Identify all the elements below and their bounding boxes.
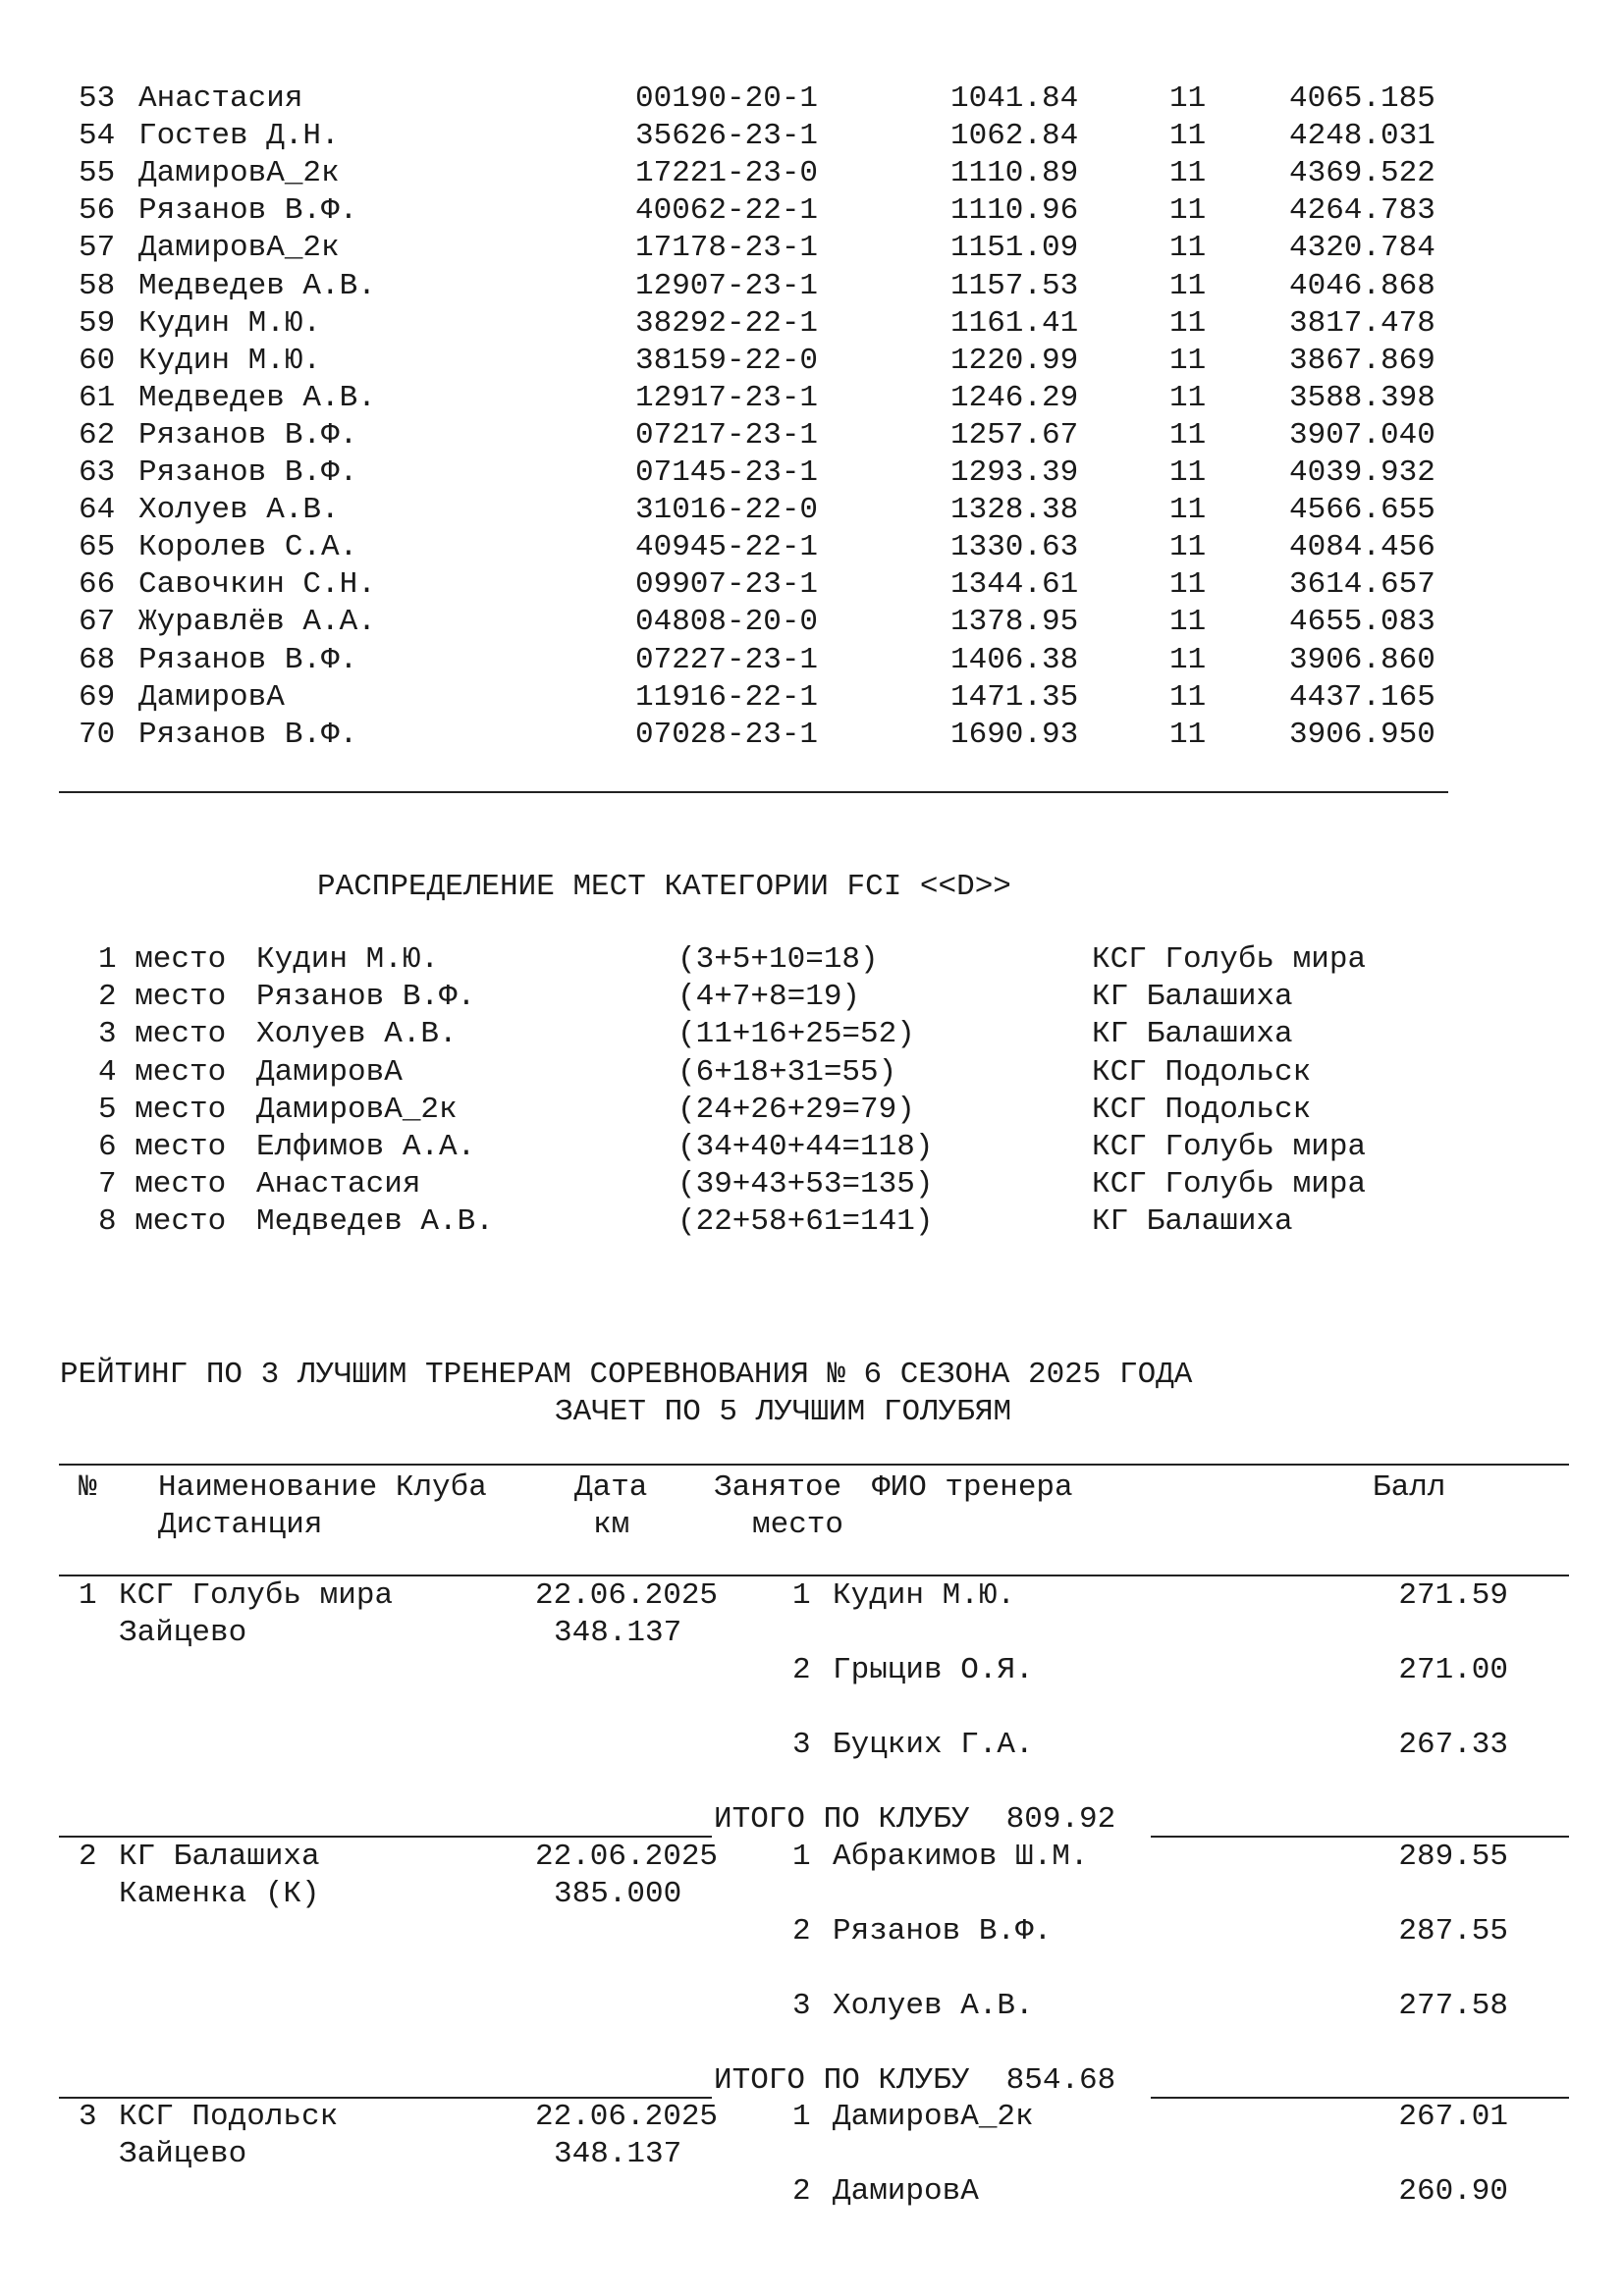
- trainer-score: 260.90: [1398, 2174, 1508, 2209]
- row-ring: 38159-22-0: [635, 343, 819, 378]
- row-speed: 3867.869: [1289, 343, 1435, 378]
- row-name: Анастасия: [138, 81, 303, 116]
- club-number: 2: [79, 1840, 97, 1874]
- trainer-name: Кудин М.Ю.: [833, 1578, 1016, 1613]
- trainer-name: Буцких Г.А.: [833, 1728, 1034, 1762]
- row-name: Кудин М.Ю.: [138, 343, 322, 378]
- row-number: 57: [79, 231, 116, 266]
- row-ring: 40062-22-1: [635, 193, 819, 229]
- row-number: 53: [79, 81, 116, 116]
- row-time: 1041.84: [950, 81, 1079, 116]
- row-number: 64: [79, 493, 116, 528]
- row-time: 1690.93: [950, 717, 1079, 752]
- row-number: 63: [79, 455, 116, 490]
- club-km: 385.000: [554, 1877, 682, 1911]
- trainer-name: ДамировА: [833, 2174, 979, 2209]
- row-speed: 3614.657: [1289, 567, 1435, 603]
- row-number: 65: [79, 530, 116, 565]
- row-number: 58: [79, 268, 116, 303]
- row-time: 1246.29: [950, 380, 1079, 415]
- row-birds: 11: [1169, 717, 1207, 752]
- row-number: 59: [79, 305, 116, 341]
- club-location: Зайцево: [119, 1616, 247, 1650]
- club-date: 22.06.2025: [535, 1840, 719, 1874]
- row-number: 66: [79, 567, 116, 603]
- row-number: 70: [79, 717, 116, 752]
- row-ring: 40945-22-1: [635, 530, 819, 565]
- row-time: 1110.96: [950, 193, 1079, 229]
- row-name: ДамировА_2к: [138, 156, 340, 191]
- header-km: км: [593, 1508, 630, 1542]
- row-name: Рязанов В.Ф.: [138, 193, 358, 229]
- row-birds: 11: [1169, 605, 1207, 640]
- row-ring: 17178-23-1: [635, 231, 819, 266]
- row-ring: 07227-23-1: [635, 642, 819, 677]
- row-speed: 4248.031: [1289, 119, 1435, 154]
- fci-place-calc: (4+7+8=19): [677, 980, 861, 1015]
- row-name: Медведев А.В.: [138, 268, 376, 303]
- trainer-score: 289.55: [1398, 1840, 1508, 1874]
- fci-place-number: 2 место: [98, 980, 227, 1015]
- trainer-place: 1: [792, 1578, 811, 1613]
- row-ring: 07028-23-1: [635, 717, 819, 752]
- header-distance: Дистанция: [158, 1508, 323, 1542]
- header-score: Балл: [1373, 1470, 1446, 1505]
- row-speed: 3817.478: [1289, 305, 1435, 341]
- row-name: Журавлёв А.А.: [138, 605, 376, 640]
- club-location: Зайцево: [119, 2137, 247, 2171]
- club-name: КГ Балашиха: [119, 1840, 320, 1874]
- trainer-score: 277.58: [1398, 1989, 1508, 2023]
- trainer-place: 2: [792, 1914, 811, 1949]
- row-speed: 3588.398: [1289, 380, 1435, 415]
- fci-place-club: КСГ Голубь мира: [1092, 1167, 1367, 1202]
- row-name: Рязанов В.Ф.: [138, 417, 358, 453]
- row-ring: 07217-23-1: [635, 417, 819, 453]
- row-birds: 11: [1169, 119, 1207, 154]
- row-speed: 4264.783: [1289, 193, 1435, 229]
- fci-place-name: Кудин М.Ю.: [256, 942, 440, 977]
- header-place: Занятое: [714, 1470, 842, 1505]
- trainer-score: 287.55: [1398, 1914, 1508, 1949]
- row-number: 68: [79, 642, 116, 677]
- row-speed: 3907.040: [1289, 417, 1435, 453]
- trainer-place: 2: [792, 2174, 811, 2209]
- row-birds: 11: [1169, 417, 1207, 453]
- row-ring: 17221-23-0: [635, 156, 819, 191]
- row-number: 56: [79, 193, 116, 229]
- fci-place-calc: (3+5+10=18): [677, 942, 879, 977]
- row-speed: 3906.950: [1289, 717, 1435, 752]
- row-time: 1406.38: [950, 642, 1079, 677]
- club-total: ИТОГО ПО КЛУБУ 809.92: [714, 1802, 1116, 1837]
- row-ring: 12907-23-1: [635, 268, 819, 303]
- row-number: 69: [79, 679, 116, 715]
- club-date: 22.06.2025: [535, 2100, 719, 2134]
- row-birds: 11: [1169, 567, 1207, 603]
- fci-place-number: 3 место: [98, 1017, 227, 1052]
- row-ring: 11916-22-1: [635, 679, 819, 715]
- row-birds: 11: [1169, 455, 1207, 490]
- row-ring: 07145-23-1: [635, 455, 819, 490]
- trainer-place: 3: [792, 1989, 811, 2023]
- fci-place-calc: (6+18+31=55): [677, 1054, 897, 1090]
- row-birds: 11: [1169, 305, 1207, 341]
- row-birds: 11: [1169, 268, 1207, 303]
- row-birds: 11: [1169, 81, 1207, 116]
- row-number: 61: [79, 380, 116, 415]
- row-name: Савочкин С.Н.: [138, 567, 376, 603]
- row-ring: 35626-23-1: [635, 119, 819, 154]
- club-name: КСГ Подольск: [119, 2100, 339, 2134]
- row-speed: 4655.083: [1289, 605, 1435, 640]
- header-place-2: место: [752, 1508, 844, 1542]
- row-time: 1220.99: [950, 343, 1079, 378]
- fci-place-calc: (11+16+25=52): [677, 1017, 915, 1052]
- header-club: Наименование Клуба: [158, 1470, 487, 1505]
- row-number: 55: [79, 156, 116, 191]
- trainer-score: 271.59: [1398, 1578, 1508, 1613]
- total-rule-left: [59, 2097, 712, 2099]
- row-birds: 11: [1169, 156, 1207, 191]
- trainer-name: Рязанов В.Ф.: [833, 1914, 1053, 1949]
- row-number: 67: [79, 605, 116, 640]
- row-name: Гостев Д.Н.: [138, 119, 340, 154]
- trainer-name: Абракимов Ш.М.: [833, 1840, 1089, 1874]
- row-birds: 11: [1169, 493, 1207, 528]
- row-speed: 3906.860: [1289, 642, 1435, 677]
- trainer-name: Грыцив О.Я.: [833, 1653, 1034, 1687]
- fci-place-name: Анастасия: [256, 1167, 421, 1202]
- row-time: 1344.61: [950, 567, 1079, 603]
- row-time: 1151.09: [950, 231, 1079, 266]
- club-date: 22.06.2025: [535, 1578, 719, 1613]
- row-ring: 00190-20-1: [635, 81, 819, 116]
- row-speed: 4084.456: [1289, 530, 1435, 565]
- row-time: 1110.89: [950, 156, 1079, 191]
- row-name: Королев С.А.: [138, 530, 358, 565]
- row-ring: 04808-20-0: [635, 605, 819, 640]
- header-top-rule: [59, 1464, 1569, 1466]
- row-time: 1257.67: [950, 417, 1079, 453]
- fci-place-club: КГ Балашиха: [1092, 980, 1293, 1015]
- club-number: 3: [79, 2100, 97, 2134]
- fci-place-name: ДамировА: [256, 1054, 403, 1090]
- row-time: 1330.63: [950, 530, 1079, 565]
- total-rule-left: [59, 1836, 712, 1838]
- row-time: 1378.95: [950, 605, 1079, 640]
- row-birds: 11: [1169, 343, 1207, 378]
- row-name: ДамировА_2к: [138, 231, 340, 266]
- row-time: 1293.39: [950, 455, 1079, 490]
- row-time: 1062.84: [950, 119, 1079, 154]
- row-speed: 4566.655: [1289, 493, 1435, 528]
- row-number: 54: [79, 119, 116, 154]
- row-speed: 4320.784: [1289, 231, 1435, 266]
- row-birds: 11: [1169, 679, 1207, 715]
- club-km: 348.137: [554, 2137, 682, 2171]
- header-bottom-rule: [59, 1575, 1569, 1576]
- club-name: КСГ Голубь мира: [119, 1578, 394, 1613]
- trainer-name: Холуев А.В.: [833, 1989, 1034, 2023]
- row-speed: 4437.165: [1289, 679, 1435, 715]
- rating-title: РЕЙТИНГ ПО 3 ЛУЧШИМ ТРЕНЕРАМ СОРЕВНОВАНИЯ № 6 СЕЗОНА 2025 ГОДА: [60, 1358, 1193, 1392]
- row-time: 1161.41: [950, 305, 1079, 341]
- fci-place-club: КСГ Подольск: [1092, 1054, 1312, 1090]
- row-name: Рязанов В.Ф.: [138, 717, 358, 752]
- row-name: Кудин М.Ю.: [138, 305, 322, 341]
- fci-place-calc: (39+43+53=135): [677, 1167, 934, 1202]
- fci-place-calc: (24+26+29=79): [677, 1092, 915, 1127]
- row-ring: 31016-22-0: [635, 493, 819, 528]
- club-number: 1: [79, 1578, 97, 1613]
- row-ring: 12917-23-1: [635, 380, 819, 415]
- fci-place-club: КГ Балашиха: [1092, 1017, 1293, 1052]
- trainer-score: 267.01: [1398, 2100, 1508, 2134]
- fci-place-name: ДамировА_2к: [256, 1092, 458, 1127]
- trainer-place: 2: [792, 1653, 811, 1687]
- club-location: Каменка (К): [119, 1877, 320, 1911]
- fci-place-name: Рязанов В.Ф.: [256, 980, 476, 1015]
- row-speed: 4039.932: [1289, 455, 1435, 490]
- row-ring: 09907-23-1: [635, 567, 819, 603]
- header-num: №: [79, 1470, 97, 1505]
- fci-place-club: КСГ Подольск: [1092, 1092, 1312, 1127]
- row-speed: 4065.185: [1289, 81, 1435, 116]
- results-divider: [59, 791, 1448, 793]
- total-rule-right: [1151, 2097, 1569, 2099]
- fci-place-number: 4 место: [98, 1054, 227, 1090]
- trainer-score: 271.00: [1398, 1653, 1508, 1687]
- fci-place-name: Холуев А.В.: [256, 1017, 458, 1052]
- header-trainer: ФИО тренера: [872, 1470, 1073, 1505]
- row-time: 1328.38: [950, 493, 1079, 528]
- fci-place-club: КСГ Голубь мира: [1092, 942, 1367, 977]
- fci-place-club: КСГ Голубь мира: [1092, 1130, 1367, 1164]
- row-birds: 11: [1169, 231, 1207, 266]
- row-number: 60: [79, 343, 116, 378]
- trainer-place: 1: [792, 2100, 811, 2134]
- row-number: 62: [79, 417, 116, 453]
- row-speed: 4046.868: [1289, 268, 1435, 303]
- row-name: ДамировА: [138, 679, 285, 715]
- trainer-name: ДамировА_2к: [833, 2100, 1034, 2134]
- row-birds: 11: [1169, 530, 1207, 565]
- row-time: 1157.53: [950, 268, 1079, 303]
- row-birds: 11: [1169, 193, 1207, 229]
- row-ring: 38292-22-1: [635, 305, 819, 341]
- fci-place-number: 5 место: [98, 1092, 227, 1127]
- row-time: 1471.35: [950, 679, 1079, 715]
- row-birds: 11: [1169, 380, 1207, 415]
- fci-place-club: КГ Балашиха: [1092, 1204, 1293, 1240]
- trainer-score: 267.33: [1398, 1728, 1508, 1762]
- row-name: Холуев А.В.: [138, 493, 340, 528]
- fci-place-calc: (34+40+44=118): [677, 1130, 934, 1164]
- trainer-place: 3: [792, 1728, 811, 1762]
- header-date: Дата: [574, 1470, 648, 1505]
- trainer-place: 1: [792, 1840, 811, 1874]
- row-speed: 4369.522: [1289, 156, 1435, 191]
- fci-place-calc: (22+58+61=141): [677, 1204, 934, 1240]
- club-km: 348.137: [554, 1616, 682, 1650]
- fci-place-number: 1 место: [98, 942, 227, 977]
- fci-place-name: Медведев А.В.: [256, 1204, 494, 1240]
- row-birds: 11: [1169, 642, 1207, 677]
- total-rule-right: [1151, 1836, 1569, 1838]
- rating-subtitle: ЗАЧЕТ ПО 5 ЛУЧШИМ ГОЛУБЯМ: [555, 1395, 1012, 1429]
- row-name: Медведев А.В.: [138, 380, 376, 415]
- club-total: ИТОГО ПО КЛУБУ 854.68: [714, 2063, 1116, 2098]
- fci-title: РАСПРЕДЕЛЕНИЕ МЕСТ КАТЕГОРИИ FCI <<D>>: [317, 870, 1011, 904]
- fci-place-number: 6 место: [98, 1130, 227, 1164]
- row-name: Рязанов В.Ф.: [138, 642, 358, 677]
- fci-place-number: 7 место: [98, 1167, 227, 1202]
- fci-place-name: Елфимов А.А.: [256, 1130, 476, 1164]
- row-name: Рязанов В.Ф.: [138, 455, 358, 490]
- fci-place-number: 8 место: [98, 1204, 227, 1240]
